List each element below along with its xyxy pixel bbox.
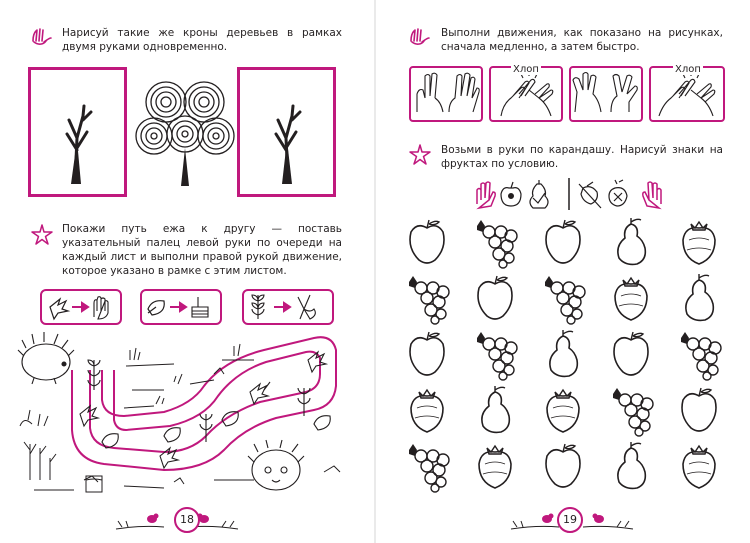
leaf-icon <box>314 416 330 430</box>
apple-icon[interactable] <box>478 276 512 319</box>
clap-label-1: Хлоп <box>513 64 539 75</box>
star-icon <box>30 223 54 247</box>
leaf-icon <box>200 414 212 442</box>
apple-icon[interactable] <box>614 332 648 375</box>
page-number: 19 <box>557 507 583 533</box>
raspberry-icon[interactable] <box>411 390 443 432</box>
gesture-box-3 <box>569 66 643 122</box>
raspberry-icon[interactable] <box>683 222 715 264</box>
hedgehog-icon <box>18 332 74 384</box>
gesture-row <box>409 66 725 122</box>
leaf-icon <box>579 182 601 208</box>
drawing-frame-right[interactable] <box>237 67 336 197</box>
pear-icon[interactable] <box>482 386 509 432</box>
tree-trunk-icon <box>240 70 333 194</box>
task2-instruction: Покажи путь ежа к другу — поставь указательный палец левой руки по очереди на каждый лист и выполни правой рукой движение, которое указано в рамке с этим листом. <box>62 223 342 277</box>
grapes-icon[interactable] <box>407 444 449 492</box>
hand-icon <box>408 27 432 47</box>
raspberry-icon[interactable] <box>547 390 579 432</box>
raspberry-icon[interactable] <box>479 446 511 488</box>
leaf-icon <box>102 434 118 448</box>
bird-icon <box>147 514 159 524</box>
gesture-box-1 <box>409 66 483 122</box>
bird-icon <box>593 514 605 524</box>
apple-icon[interactable] <box>546 220 580 263</box>
drawing-frame-left[interactable] <box>28 67 127 197</box>
fruit-legend <box>473 178 669 212</box>
pear-icon[interactable] <box>618 442 645 488</box>
grapes-icon[interactable] <box>679 332 721 380</box>
tree-trunk-icon <box>31 70 124 194</box>
pear-icon[interactable] <box>618 218 645 264</box>
task1-instruction: Нарисуй такие же кроны деревьев в рамках двумя руками одновременно. <box>62 27 342 53</box>
task4-instruction: Возьми в руки по карандашу. Нарисуй знаки на фруктах по условию. <box>441 144 723 170</box>
right-page <box>375 0 750 543</box>
pear-icon <box>530 180 548 208</box>
hedgehog-icon <box>248 440 304 490</box>
legend-box-1 <box>40 289 122 325</box>
page-number: 18 <box>174 507 200 533</box>
raspberry-icon <box>609 180 627 206</box>
crossed-fingers-icon <box>298 295 315 319</box>
legend-box-2 <box>140 289 222 325</box>
raspberry-icon[interactable] <box>683 446 715 488</box>
hand-icon <box>477 182 495 208</box>
thumb-up-icon <box>192 297 208 317</box>
clap-label-2: Хлоп <box>675 64 701 75</box>
grapes-icon[interactable] <box>407 276 449 324</box>
branch-leaf-icon <box>252 295 264 319</box>
apple-icon[interactable] <box>410 220 444 263</box>
star-icon <box>408 143 432 167</box>
grapes-icon[interactable] <box>475 332 517 380</box>
pear-icon[interactable] <box>686 274 713 320</box>
leaf-icon <box>148 301 164 315</box>
apple-icon[interactable] <box>682 388 716 431</box>
hand-icon <box>643 182 661 208</box>
grapes-icon[interactable] <box>475 220 517 268</box>
bird-icon <box>542 514 554 524</box>
leaf-icon <box>164 428 180 442</box>
fruit-grid[interactable] <box>405 218 725 500</box>
leaf-icon <box>50 299 68 319</box>
raspberry-icon[interactable] <box>615 278 647 320</box>
task3-instruction: Выполни движения, как показано на рисунках, сначала медленно, а затем быстро. <box>441 27 723 53</box>
grapes-icon[interactable] <box>543 276 585 324</box>
hedgehog-maze <box>14 330 359 502</box>
legend-box-3 <box>242 289 334 325</box>
leaf-icon <box>308 352 326 372</box>
pear-icon[interactable] <box>550 330 577 376</box>
grapes-icon[interactable] <box>611 388 653 436</box>
spiral-tree-icon <box>132 78 238 188</box>
apple-icon[interactable] <box>546 444 580 487</box>
hand-icon <box>30 27 54 47</box>
open-hand-icon <box>94 297 108 319</box>
apple-icon[interactable] <box>410 332 444 375</box>
